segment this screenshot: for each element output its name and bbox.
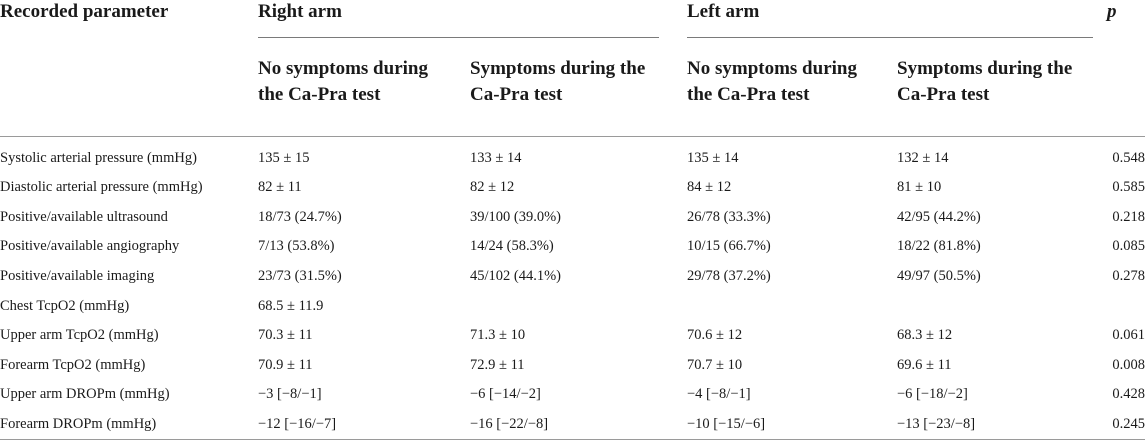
cell-left-symptoms: 132 ± 14 — [897, 149, 949, 166]
cell-right-symptoms: 82 ± 12 — [470, 179, 515, 196]
header-right-arm — [248, 0, 677, 38]
table-header — [0, 0, 1145, 137]
right-arm-group-rule — [258, 0, 659, 38]
cell-right-no-symptoms: 23/73 (31.5%) — [258, 268, 342, 285]
cell-p-value: 0.245 — [1097, 410, 1145, 440]
table-row — [0, 203, 1145, 233]
cell-p-value: 0.548 — [1112, 149, 1145, 166]
cell-right-symptoms — [460, 291, 677, 321]
table-row — [0, 137, 1145, 174]
cell-p-value: 0.278 — [1112, 268, 1145, 285]
cell-parameter: Positive/available ultrasound — [0, 208, 168, 225]
cell-p-value: 0.085 — [1112, 238, 1145, 255]
cell-right-symptoms: −6 [−14/−2] — [470, 386, 541, 403]
table-row — [0, 351, 1145, 381]
cell-right-no-symptoms: 7/13 (53.8%) — [258, 238, 335, 255]
cell-right-symptoms: 45/102 (44.1%) — [470, 268, 562, 285]
left-arm-group-rule — [687, 0, 1093, 38]
cell-left-symptoms: 49/97 (50.5%) — [897, 268, 981, 285]
cell-left-no-symptoms: 26/78 (33.3%) — [687, 208, 771, 225]
table-row — [0, 232, 1145, 262]
cell-right-symptoms: 72.9 ± 11 — [470, 356, 525, 373]
table-row — [0, 262, 1145, 292]
cell-parameter: Positive/available angiography — [0, 238, 180, 255]
cell-left-no-symptoms: 70.7 ± 10 — [687, 356, 743, 373]
table-row — [0, 173, 1145, 203]
cell-p-value: 0.008 — [1112, 356, 1145, 373]
header-row-subgroups — [0, 38, 1145, 137]
cell-right-symptoms: 14/24 (58.3%) — [470, 238, 554, 255]
table-body — [0, 137, 1145, 440]
cell-left-no-symptoms: 10/15 (66.7%) — [687, 238, 771, 255]
cell-parameter: Chest TcpO2 (mmHg) — [0, 297, 130, 314]
header-right-symptoms: Symptoms during the Ca-Pra test — [460, 38, 677, 137]
cell-right-symptoms: −16 [−22/−8] — [460, 410, 677, 440]
cell-right-no-symptoms: −12 [−16/−7] — [248, 410, 460, 440]
cell-left-no-symptoms: −10 [−15/−6] — [677, 410, 887, 440]
cell-right-no-symptoms: 135 ± 15 — [258, 149, 310, 166]
cell-right-no-symptoms: −3 [−8/−1] — [258, 386, 322, 403]
cell-left-no-symptoms: −4 [−8/−1] — [687, 386, 751, 403]
cell-parameter: Upper arm DROPm (mmHg) — [0, 386, 170, 403]
cell-left-symptoms: 42/95 (44.2%) — [897, 208, 981, 225]
cell-parameter: Upper arm TcpO2 (mmHg) — [0, 327, 159, 344]
header-right-arm-label: Right arm — [258, 1, 342, 22]
header-p-blank — [1097, 38, 1145, 137]
header-left-symptoms: Symptoms during the Ca-Pra test — [887, 38, 1097, 137]
cell-left-no-symptoms: 84 ± 12 — [687, 179, 732, 196]
cell-right-symptoms: 39/100 (39.0%) — [470, 208, 562, 225]
cell-right-no-symptoms: 68.5 ± 11.9 — [258, 297, 324, 314]
cell-left-no-symptoms: 70.6 ± 12 — [687, 327, 743, 344]
cell-right-no-symptoms: 18/73 (24.7%) — [258, 208, 342, 225]
header-left-arm-label: Left arm — [687, 1, 760, 22]
header-left-arm — [677, 0, 1097, 38]
cell-left-symptoms: 68.3 ± 12 — [897, 327, 953, 344]
cell-parameter: Positive/available imaging — [0, 268, 155, 285]
cell-left-symptoms: 18/22 (81.8%) — [897, 238, 981, 255]
cell-left-no-symptoms: 29/78 (37.2%) — [687, 268, 771, 285]
cell-parameter: Forearm DROPm (mmHg) — [0, 410, 248, 440]
table-row — [0, 321, 1145, 351]
cell-right-symptoms: 71.3 ± 10 — [470, 327, 526, 344]
table-row — [0, 380, 1145, 410]
cell-left-no-symptoms — [677, 291, 887, 321]
cell-left-symptoms: −6 [−18/−2] — [897, 386, 968, 403]
header-blank — [0, 38, 248, 137]
cell-parameter: Systolic arterial pressure (mmHg) — [0, 149, 197, 166]
cell-right-symptoms: 133 ± 14 — [470, 149, 522, 166]
cell-p-value: 0.585 — [1112, 179, 1145, 196]
cell-left-symptoms — [887, 291, 1097, 321]
cell-p-value: 0.218 — [1112, 208, 1145, 225]
cell-p-value — [1097, 291, 1145, 321]
cell-parameter: Diastolic arterial pressure (mmHg) — [0, 179, 203, 196]
table-row — [0, 291, 1145, 321]
cell-left-symptoms: −13 [−23/−8] — [887, 410, 1097, 440]
cell-p-value: 0.428 — [1112, 386, 1145, 403]
header-p-value: p — [1107, 1, 1117, 22]
cell-right-no-symptoms: 82 ± 11 — [258, 179, 302, 196]
header-left-no-symptoms: No symptoms during the Ca-Pra test — [677, 38, 887, 137]
cell-left-symptoms: 69.6 ± 11 — [897, 356, 952, 373]
cell-right-no-symptoms: 70.3 ± 11 — [258, 327, 313, 344]
header-parameter: Recorded parameter — [0, 1, 169, 22]
cell-left-no-symptoms: 135 ± 14 — [687, 149, 739, 166]
cell-left-symptoms: 81 ± 10 — [897, 179, 942, 196]
cell-right-no-symptoms: 70.9 ± 11 — [258, 356, 313, 373]
table-row — [0, 410, 1145, 440]
header-row-groups — [0, 0, 1145, 38]
cell-parameter: Forearm TcpO2 (mmHg) — [0, 356, 146, 373]
header-right-no-symptoms: No symptoms during the Ca-Pra test — [248, 38, 460, 137]
cell-p-value: 0.061 — [1112, 327, 1145, 344]
